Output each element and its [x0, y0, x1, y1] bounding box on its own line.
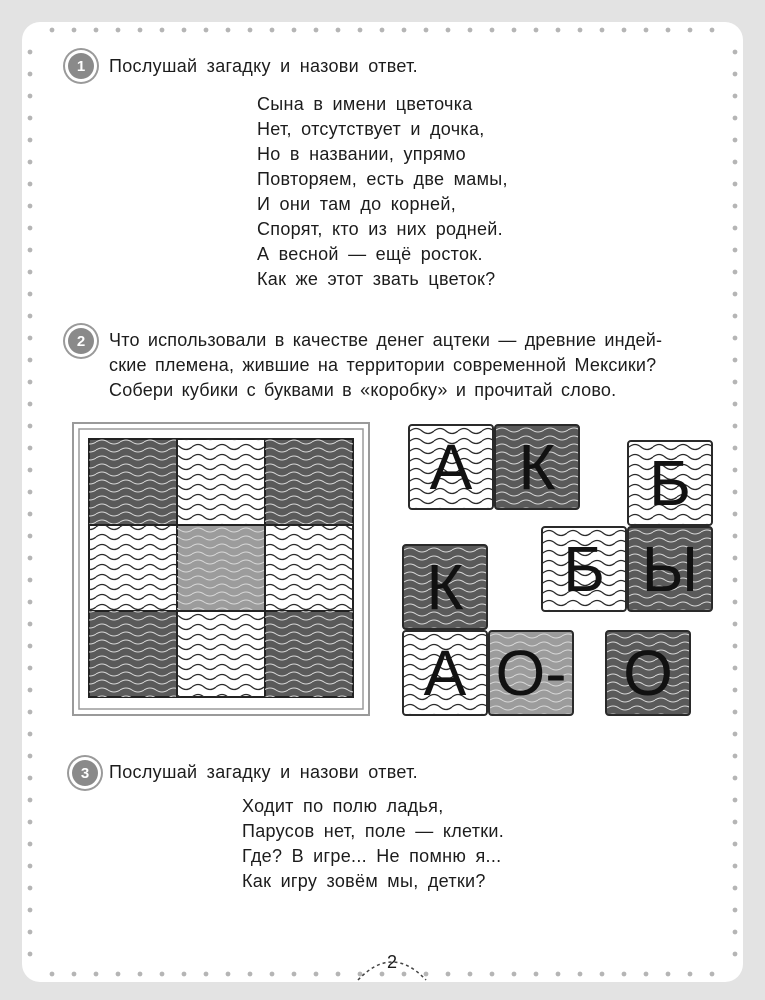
border-dot: [578, 28, 583, 33]
border-dot: [28, 776, 33, 781]
border-dot: [733, 50, 738, 55]
border-dot: [446, 972, 451, 977]
border-dot: [28, 512, 33, 517]
task-3-riddle: [242, 794, 504, 894]
border-dot: [666, 28, 671, 33]
border-dot: [28, 798, 33, 803]
border-dot: [292, 28, 297, 33]
border-dot: [248, 28, 253, 33]
border-dot: [688, 28, 693, 33]
border-dot: [138, 972, 143, 977]
border-dot: [28, 380, 33, 385]
border-dot: [733, 930, 738, 935]
border-dot: [28, 72, 33, 77]
border-dot: [733, 336, 738, 341]
border-dot: [644, 28, 649, 33]
border-dot: [28, 50, 33, 55]
border-dot: [446, 28, 451, 33]
page-number: 2: [386, 952, 397, 972]
border-dot: [28, 578, 33, 583]
border-dot: [733, 622, 738, 627]
border-dot: [424, 28, 429, 33]
cube-letter: А: [423, 637, 467, 709]
riddle-line: Как игру зовём мы, детки?: [242, 871, 486, 891]
border-dot: [710, 28, 715, 33]
border-dot: [28, 116, 33, 121]
border-dot: [28, 710, 33, 715]
border-dot: [733, 732, 738, 737]
border-dot: [28, 952, 33, 957]
workbook-page: [22, 22, 743, 982]
border-dot: [710, 972, 715, 977]
border-dot: [512, 28, 517, 33]
border-dot: [28, 622, 33, 627]
riddle-line: Сына в имени цветочка: [257, 94, 473, 114]
border-dot: [644, 972, 649, 977]
border-dot: [733, 204, 738, 209]
border-dot: [578, 972, 583, 977]
riddle-line: Где? В игре... Не помню я...: [242, 846, 502, 866]
border-dot: [733, 842, 738, 847]
border-dot: [733, 600, 738, 605]
border-dot: [733, 446, 738, 451]
border-dot: [380, 28, 385, 33]
border-dot: [28, 94, 33, 99]
cube-letter: О-: [495, 637, 567, 709]
border-dot: [72, 28, 77, 33]
border-dot: [270, 972, 275, 977]
border-dot: [116, 28, 121, 33]
letter-cube-a2-light[interactable]: [402, 630, 488, 716]
border-dot: [28, 644, 33, 649]
border-dot: [733, 160, 738, 165]
border-dot: [28, 204, 33, 209]
border-dot: [28, 248, 33, 253]
border-dot: [28, 908, 33, 913]
border-dot: [160, 972, 165, 977]
border-dot: [138, 28, 143, 33]
riddle-line: Парусов нет, поле — клетки.: [242, 821, 505, 841]
border-dot: [733, 380, 738, 385]
border-dot: [50, 28, 55, 33]
border-dot: [622, 972, 627, 977]
task-3-number-badge: 3: [72, 760, 98, 786]
border-dot: [733, 358, 738, 363]
border-dot: [28, 886, 33, 891]
border-dot: [28, 358, 33, 363]
border-dot: [733, 314, 738, 319]
border-dot: [28, 732, 33, 737]
border-dot: [688, 972, 693, 977]
border-dot: [204, 28, 209, 33]
border-dot: [556, 972, 561, 977]
border-dot: [490, 972, 495, 977]
border-dot: [733, 512, 738, 517]
border-dot: [733, 776, 738, 781]
riddle-line: А весной — ещё росток.: [257, 244, 483, 264]
border-dot: [402, 28, 407, 33]
border-dot: [28, 182, 33, 187]
task-1-number-badge: 1: [68, 53, 94, 79]
riddle-line: Но в названии, упрямо: [257, 144, 466, 164]
border-dot: [556, 28, 561, 33]
border-dot: [600, 28, 605, 33]
border-dot: [733, 908, 738, 913]
letter-cube-b2-light[interactable]: [541, 526, 627, 612]
border-dot: [226, 28, 231, 33]
border-dot: [534, 972, 539, 977]
border-dot: [733, 952, 738, 957]
border-dot: [666, 972, 671, 977]
border-dot: [733, 798, 738, 803]
border-dot: [733, 424, 738, 429]
border-dot: [733, 534, 738, 539]
border-dot: [28, 490, 33, 495]
task-2-question: [109, 328, 709, 403]
border-dot: [28, 138, 33, 143]
border-dot: [534, 28, 539, 33]
border-dot: [733, 556, 738, 561]
letter-cube-k2-dark[interactable]: [402, 544, 488, 630]
cube-letter: Б: [649, 447, 691, 519]
border-dot: [358, 28, 363, 33]
border-dot: [28, 688, 33, 693]
border-dot: [28, 336, 33, 341]
border-dot: [733, 292, 738, 297]
border-dot: [182, 28, 187, 33]
cube-letter: Ы: [641, 533, 699, 605]
border-dot: [733, 578, 738, 583]
border-dot: [733, 468, 738, 473]
question-line: Что использовали в качестве денег ацтеки — древние индей-: [109, 330, 663, 350]
cube-box-grid: [72, 422, 372, 718]
border-dot: [28, 556, 33, 561]
border-dot: [28, 446, 33, 451]
border-dot: [28, 754, 33, 759]
cube-letter: Б: [563, 533, 605, 605]
letter-cube-y-dark[interactable]: [627, 526, 713, 612]
task-1-riddle: [257, 92, 508, 292]
border-dot: [468, 972, 473, 977]
cube-letter: К: [518, 431, 556, 503]
border-dot: [28, 226, 33, 231]
letter-cube-o-dark[interactable]: [605, 630, 691, 716]
border-dot: [248, 972, 253, 977]
border-dot: [733, 644, 738, 649]
border-dot: [733, 72, 738, 77]
border-dot: [733, 270, 738, 275]
border-dot: [226, 972, 231, 977]
border-dot: [733, 94, 738, 99]
border-dot: [336, 28, 341, 33]
border-dot: [733, 226, 738, 231]
letter-cube-a-light[interactable]: [408, 424, 494, 510]
border-dot: [160, 28, 165, 33]
letter-cube-b-light[interactable]: [627, 440, 713, 526]
border-dot: [50, 972, 55, 977]
riddle-line: Нет, отсутствует и дочка,: [257, 119, 485, 139]
border-dot: [270, 28, 275, 33]
riddle-line: Повторяем, есть две мамы,: [257, 169, 508, 189]
riddle-line: Ходит по полю ладья,: [242, 796, 444, 816]
border-dot: [733, 754, 738, 759]
question-line: Собери кубики с буквами в «коробку» и прочитай слово.: [109, 380, 617, 400]
border-dot: [733, 490, 738, 495]
border-dot: [28, 930, 33, 935]
border-dot: [468, 28, 473, 33]
border-dot: [28, 160, 33, 165]
border-dot: [314, 972, 319, 977]
border-dot: [28, 820, 33, 825]
riddle-line: И они там до корней,: [257, 194, 456, 214]
border-dot: [72, 972, 77, 977]
border-dot: [733, 886, 738, 891]
border-dot: [600, 972, 605, 977]
border-dot: [28, 468, 33, 473]
border-dot: [622, 28, 627, 33]
border-dot: [733, 688, 738, 693]
riddle-line: Как же этот звать цветок?: [257, 269, 496, 289]
border-dot: [733, 138, 738, 143]
border-dot: [490, 28, 495, 33]
border-dot: [182, 972, 187, 977]
border-dot: [28, 292, 33, 297]
border-dot: [733, 864, 738, 869]
border-dot: [94, 972, 99, 977]
border-dot: [204, 972, 209, 977]
border-dot: [28, 314, 33, 319]
task-1-heading: Послушай загадку и назови ответ.: [109, 56, 418, 76]
letter-cube-k-dark[interactable]: [494, 424, 580, 510]
cube-letter: О: [623, 637, 673, 709]
border-dot: [733, 116, 738, 121]
border-dot: [733, 402, 738, 407]
question-line: ские племена, жившие на территории современной Мексики?: [109, 355, 657, 375]
border-dot: [28, 666, 33, 671]
border-dot: [336, 972, 341, 977]
border-dot: [28, 270, 33, 275]
border-dot: [733, 248, 738, 253]
border-dot: [28, 402, 33, 407]
riddle-line: Спорят, кто из них родней.: [257, 219, 503, 239]
border-dot: [28, 600, 33, 605]
letter-cube-o-hyphen-mid[interactable]: [488, 630, 574, 716]
border-dot: [28, 424, 33, 429]
border-dot: [733, 710, 738, 715]
border-dot: [28, 864, 33, 869]
border-dot: [733, 820, 738, 825]
task-2-number-badge: 2: [68, 328, 94, 354]
border-dot: [94, 28, 99, 33]
border-dot: [28, 534, 33, 539]
border-dot: [512, 972, 517, 977]
task-3-heading: Послушай загадку и назови ответ.: [109, 762, 418, 782]
cube-letter: К: [426, 551, 464, 623]
border-dot: [116, 972, 121, 977]
border-dot: [314, 28, 319, 33]
border-dot: [733, 182, 738, 187]
border-dot: [733, 666, 738, 671]
cube-letter: А: [429, 431, 473, 503]
border-dot: [28, 842, 33, 847]
border-dot: [292, 972, 297, 977]
